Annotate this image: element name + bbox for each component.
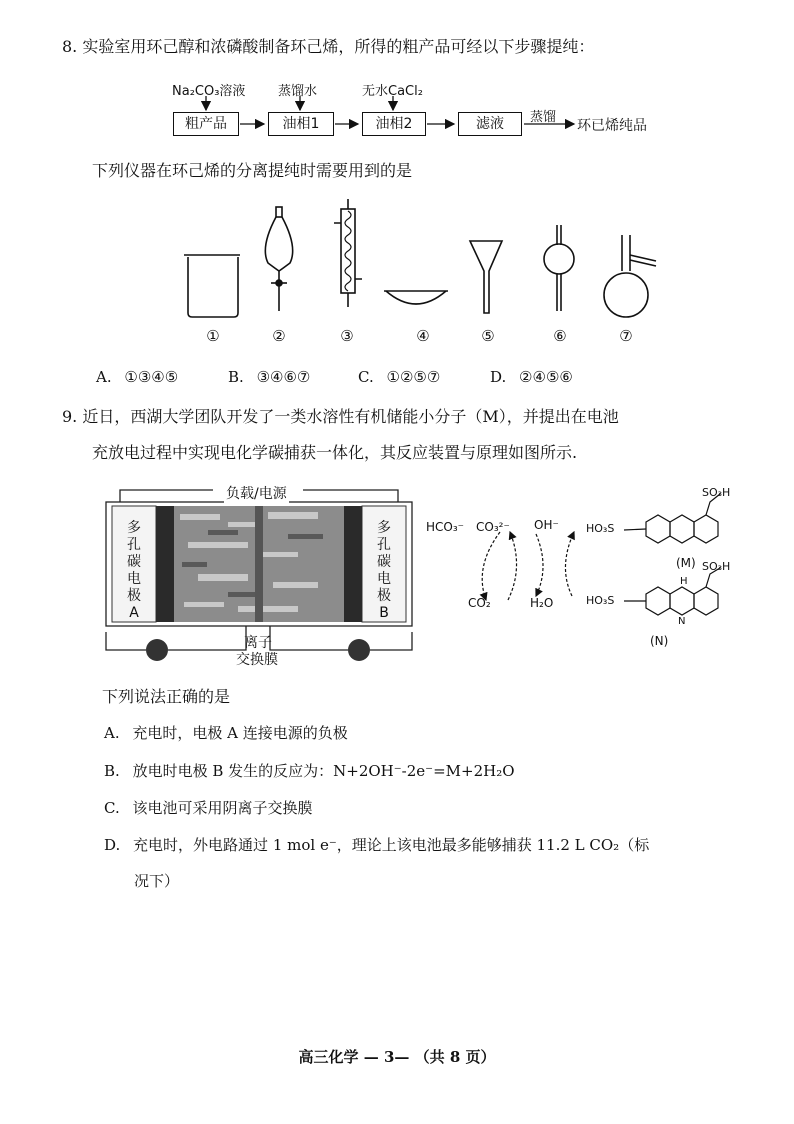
apparatus-number-6: ⑥ — [553, 327, 567, 345]
q9-prompt: 下列说法正确的是 — [102, 687, 231, 706]
flow-reagent-2: 蒸馏水 — [278, 84, 318, 99]
electrode-a-label — [120, 520, 148, 622]
apparatus-number-3: ③ — [340, 327, 354, 345]
option-letter: B. — [228, 368, 244, 386]
option-text: 该电池可采用阴离子交换膜 — [132, 799, 313, 817]
electrode-b-label — [370, 520, 398, 622]
apparatus-number-7: ⑦ — [619, 327, 633, 345]
q8-stem: 8. 实验室用环己醇和浓磷酸制备环己烯，所得的粗产品可经以下步骤提纯： — [62, 37, 595, 56]
scheme-oh: OH⁻ — [534, 518, 559, 532]
electrode-a-char: 电 — [127, 571, 141, 587]
scheme-h-top: H — [680, 576, 688, 587]
membrane-label-1: 离子 — [244, 635, 272, 651]
q9-option-d[interactable] — [104, 834, 649, 855]
electrode-a-char: 碳 — [127, 554, 141, 570]
scheme-so3h-n: SO₃H — [702, 560, 731, 573]
flow-box-filtrate: 滤液 — [458, 112, 522, 136]
q8-prompt: 下列仪器在环己烯的分离提纯时需要用到的是 — [92, 161, 413, 180]
option-text: ③④⑥⑦ — [256, 368, 311, 386]
q9-stem-line1: 9. 近日，西湖大学团队开发了一类水溶性有机储能小分子（M），并提出在电池 — [62, 407, 619, 426]
option-text: ①②⑤⑦ — [386, 368, 441, 386]
q8-option-c[interactable] — [358, 368, 440, 386]
flow-reagent-1: Na₂CO₃溶液 — [172, 84, 246, 99]
apparatus-number-2: ② — [272, 327, 286, 345]
separatory-funnel-icon — [265, 207, 292, 311]
flow-arrows — [0, 0, 794, 160]
beaker-icon — [184, 255, 240, 317]
scheme-ho3s-n: HO₃S — [586, 594, 615, 607]
apparatus-number-5: ⑤ — [481, 327, 495, 345]
apparatus-number-1: ① — [206, 327, 220, 345]
electrode-b-char: 极 — [377, 588, 391, 604]
scheme-so3h-m: SO₃H — [702, 486, 731, 499]
bulb-funnel-icon — [544, 225, 574, 311]
scheme-h2o: H₂O — [530, 596, 554, 610]
scheme-co2: CO₂ — [468, 596, 491, 610]
q9-stem-line2: 充放电过程中实现电化学碳捕获一体化，其反应装置与原理如图所示. — [92, 443, 578, 462]
q8-option-a[interactable] — [96, 368, 178, 386]
q9-option-d-continued: 况下） — [134, 872, 180, 890]
q9-reaction-scheme — [424, 482, 754, 658]
electrode-b-char: 多 — [377, 520, 391, 536]
scheme-label-m: (M) — [676, 556, 696, 570]
distillation-flask-icon — [604, 235, 656, 317]
q8-option-b[interactable] — [228, 368, 310, 386]
electrode-a-char: A — [129, 605, 139, 621]
q9-option-a[interactable] — [104, 722, 348, 743]
electrode-a-char: 极 — [127, 588, 141, 604]
q8-option-d[interactable] — [490, 368, 573, 386]
page-footer: 高三化学 — 3— （共 8 页） — [298, 1048, 496, 1066]
electrode-a-char: 多 — [127, 520, 141, 536]
option-letter: A. — [96, 368, 112, 386]
q9-device-figure — [98, 482, 420, 668]
electrode-b-char: 孔 — [377, 537, 391, 553]
option-text: 放电时电极 B 发生的反应为：N+2OH⁻-2e⁻=M+2H₂O — [132, 762, 515, 780]
flow-box-oil1: 油相1 — [268, 112, 334, 136]
option-letter: A. — [104, 724, 120, 742]
electrode-b-char: 碳 — [377, 554, 391, 570]
option-letter: D. — [490, 368, 507, 386]
scheme-co3: CO₃²⁻ — [476, 520, 510, 534]
electrode-a-char: 孔 — [127, 537, 141, 553]
option-text: 充电时，电极 A 连接电源的负极 — [132, 724, 348, 742]
option-letter: C. — [104, 799, 120, 817]
option-text: 充电时，外电路通过 1 mol e⁻，理论上该电池最多能够捕获 11.2 L CO₂（标 — [133, 836, 650, 854]
option-letter: C. — [358, 368, 374, 386]
q8-apparatus — [0, 195, 794, 320]
device-top-label: 负载/电源 — [224, 483, 289, 503]
scheme-hco3: HCO₃⁻ — [426, 520, 464, 534]
option-text: ②④⑤⑥ — [519, 368, 573, 386]
electrode-b-char: 电 — [377, 571, 391, 587]
flow-box-crude: 粗产品 — [173, 112, 239, 136]
flow-final-product: 环已烯纯品 — [577, 118, 647, 134]
scheme-label-n: (N) — [650, 634, 669, 648]
evaporating-dish-icon — [384, 291, 448, 304]
option-text: ①③④⑤ — [124, 368, 179, 386]
membrane-label-2: 交换膜 — [236, 652, 278, 668]
scheme-n-atom: N — [678, 616, 686, 627]
option-letter: D. — [104, 836, 121, 854]
scheme-ho3s-m: HO₃S — [586, 522, 615, 535]
funnel-icon — [470, 241, 502, 313]
q9-option-b[interactable] — [104, 760, 515, 781]
electrode-b-char: B — [379, 605, 389, 621]
flow-arrow-label: 蒸馏 — [530, 110, 557, 125]
q9-option-c[interactable] — [104, 797, 313, 818]
option-letter: B. — [104, 762, 120, 780]
apparatus-number-4: ④ — [416, 327, 430, 345]
flow-box-oil2: 油相2 — [362, 112, 426, 136]
condenser-icon — [334, 199, 362, 307]
flow-reagent-3: 无水CaCl₂ — [362, 84, 423, 99]
